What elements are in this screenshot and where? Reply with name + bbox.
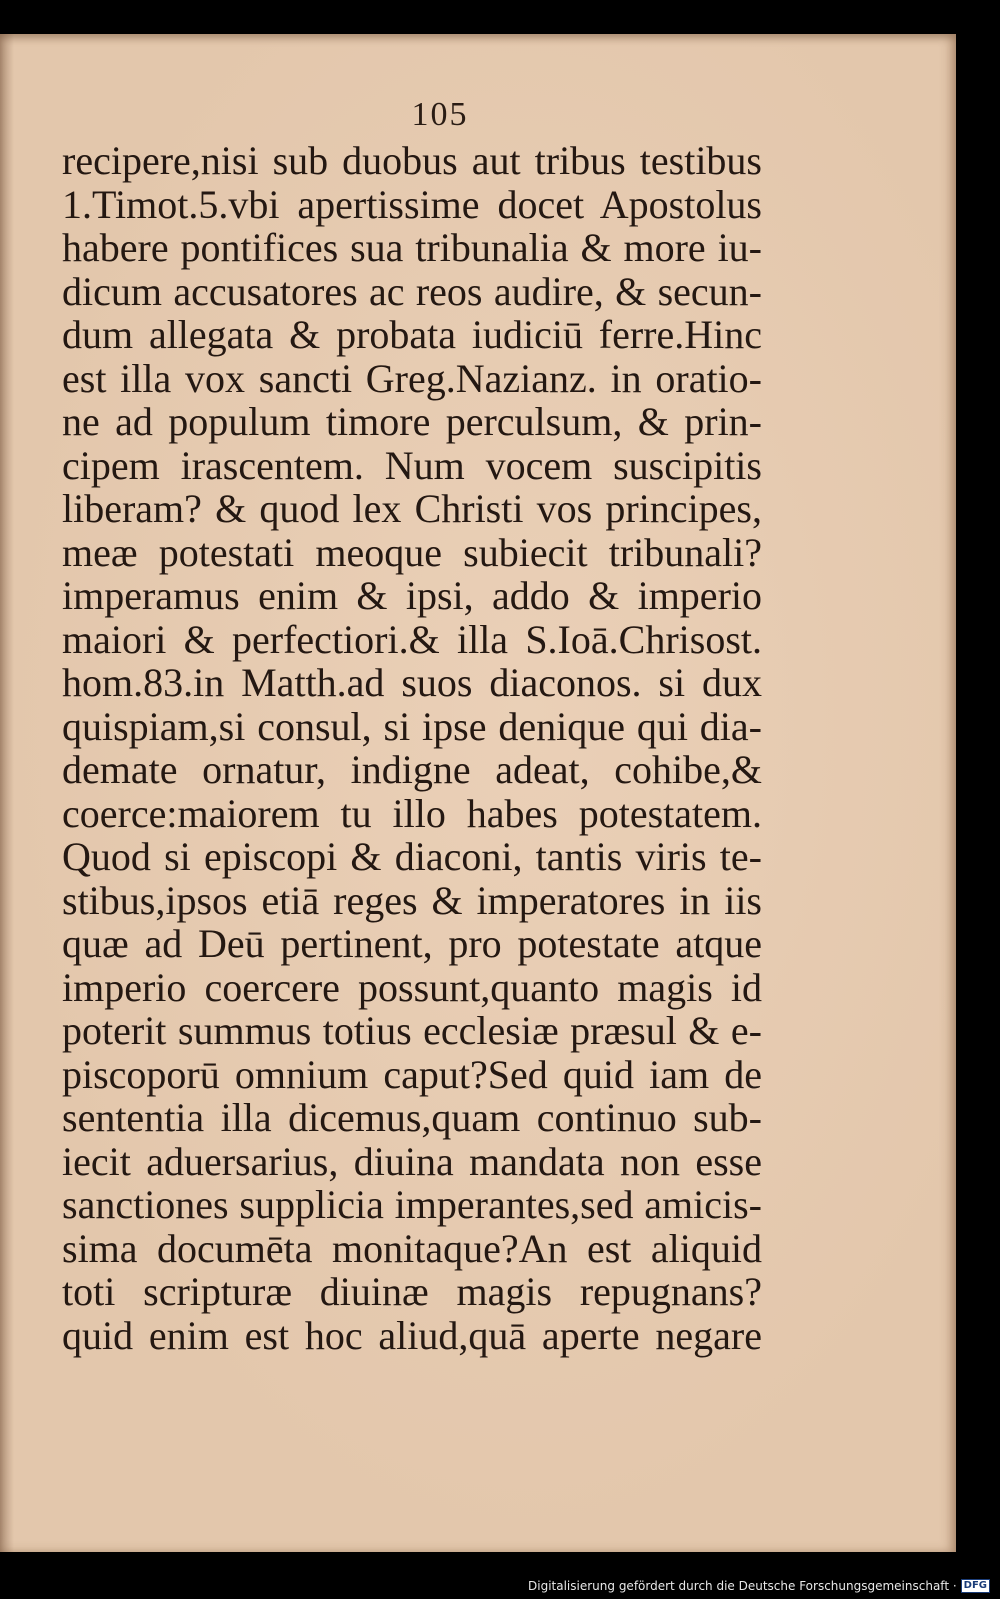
text-line: meæ potestati meoque subiecit tribunali? <box>62 529 762 575</box>
text-line: liberam? & quod lex Christi vos principes, <box>62 486 762 531</box>
text-line: hom.83.in Matth.ad suos diaconos. si dux <box>62 660 762 705</box>
text-line: habere pontifices sua tribunalia & more iu- <box>62 225 762 270</box>
digitization-credit <box>528 1579 990 1593</box>
text-line: poterit summus totius ecclesiæ præsul & e- <box>62 1008 762 1053</box>
text-line: Quod si episcopi & diaconi, tantis viris te- <box>62 834 762 879</box>
text-line: coerce:maiorem tu illo habes potestatem. <box>62 790 762 836</box>
page-number: 105 <box>411 96 469 133</box>
dfg-logo: DFG <box>961 1579 990 1593</box>
text-line: sententia illa dicemus,quam continuo sub- <box>62 1095 762 1140</box>
text-line: sima documēta monitaque?An est aliquid <box>62 1225 762 1271</box>
text-line: recipere,nisi sub duobus aut tribus testibus <box>62 138 762 183</box>
text-line: quid enim est hoc aliud,quā aperte negare <box>62 1312 762 1358</box>
body-text <box>62 139 762 1357</box>
text-line: piscoporū omnium caput?Sed quid iam de <box>62 1051 762 1097</box>
text-line: toti scripturæ diuinæ magis repugnans? <box>62 1269 762 1314</box>
text-line: sanctiones supplicia imperantes,sed amicis- <box>62 1182 762 1227</box>
book-page <box>0 34 956 1552</box>
text-line: dum allegata & probata iudiciū ferre.Hinc <box>62 312 762 357</box>
text-line: imperamus enim & ipsi, addo & imperio <box>62 573 762 618</box>
text-line: 1.Timot.5.vbi apertissime docet Apostolus <box>62 181 762 227</box>
credit-text: Digitalisierung gefördert durch die Deutsche Forschungsgemeinschaft · <box>528 1579 957 1593</box>
text-line: quæ ad Deū pertinent, pro potestate atque <box>62 921 762 966</box>
text-line: maiori & perfectiori.& illa S.Ioā.Chrisost. <box>62 616 762 662</box>
text-line: dicum accusatores ac reos audire, & secun- <box>62 268 762 314</box>
text-line: cipem irascentem. Num vocem suscipitis <box>62 442 762 488</box>
text-line: quispiam,si consul, si ipse denique qui dia- <box>62 703 762 749</box>
text-line: demate ornatur, indigne adeat, cohibe,& <box>62 747 762 792</box>
text-line: est illa vox sancti Greg.Nazianz. in oratio- <box>62 355 762 401</box>
text-line: iecit aduersarius, diuina mandata non esse <box>62 1138 762 1184</box>
binding-edge <box>0 34 14 1552</box>
text-line: stibus,ipsos etiā reges & imperatores in iis <box>62 877 762 923</box>
text-line: imperio coercere possunt,quanto magis id <box>62 964 762 1010</box>
text-line: ne ad populum timore perculsum, & prin- <box>62 399 762 444</box>
